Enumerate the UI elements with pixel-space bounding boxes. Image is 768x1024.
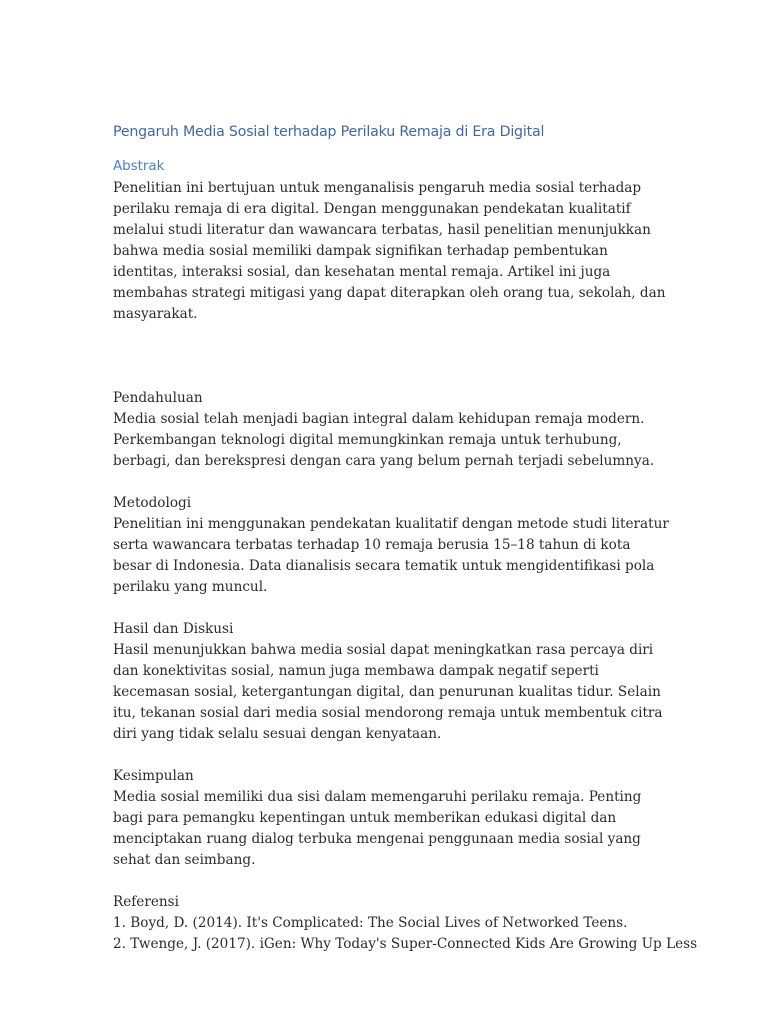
references-list (113, 913, 698, 955)
reference-item: 2. Twenge, J. (2017). iGen: Why Today's Super-Connected Kids Are Growing Up Less (113, 936, 698, 952)
section-kesimpulan (113, 766, 673, 871)
abstract-heading: Abstrak (113, 159, 165, 174)
section-hasil-dan-diskusi (113, 619, 673, 745)
section-heading: Pendahuluan (113, 390, 203, 406)
document-title: Pengaruh Media Sosial terhadap Perilaku Remaja di Era Digital (113, 124, 545, 140)
section-metodologi (113, 493, 673, 598)
section-text: Media sosial memiliki dua sisi dalam memengaruhi perilaku remaja. Penting bagi para pemangku kepentingan untuk memberikan edukasi digital dan menciptakan ruang dialog terbuka mengenai penggunaan media sosial yang sehat dan seimbang. (113, 789, 642, 868)
section-spacer (113, 325, 673, 388)
section-heading: Hasil dan Diskusi (113, 621, 234, 637)
section-heading: Metodologi (113, 495, 192, 511)
section-text: Media sosial telah menjadi bagian integral dalam kehidupan remaja modern. Perkembangan teknologi digital memungkinkan remaja untuk terhubung, berbagi, dan berekspresi dengan cara yang belum pernah terjadi sebelumnya. (113, 411, 655, 469)
references-heading: Referensi (113, 894, 179, 910)
reference-item: 1. Boyd, D. (2014). It's Complicated: The Social Lives of Networked Teens. (113, 915, 628, 931)
section-text: Penelitian ini menggunakan pendekatan kualitatif dengan metode studi literatur serta wawancara terbatas terhadap 10 remaja berusia 15–18 tahun di kota besar di Indonesia. Data dianalisis secara tematik untuk mengidentifikasi pola perilaku yang muncul. (113, 516, 669, 595)
section-text: Hasil menunjukkan bahwa media sosial dapat meningkatkan rasa percaya diri dan konektivitas sosial, namun juga membawa dampak negatif seperti kecemasan sosial, ketergantungan digital, dan penurunan kualitas tidur. Selain itu, tekanan sosial dari media sosial mendorong remaja untuk membentuk citra diri yang tidak selalu sesuai dengan kenyataan. (113, 642, 663, 742)
section-referensi (113, 892, 698, 955)
abstract-text: Penelitian ini bertujuan untuk menganalisis pengaruh media sosial terhadap perilaku remaja di era digital. Dengan menggunakan pendekatan kualitatif melalui studi literatur dan wawancara terbatas, hasil penelitian menunjukkan bahwa media sosial memiliki dampak signifikan terhadap pembentukan identitas, interaksi sosial, dan kesehatan mental remaja. Artikel ini juga membahas strategi mitigasi yang dapat diterapkan oleh orang tua, sekolah, dan masyarakat. (113, 180, 666, 322)
section-pendahuluan (113, 388, 673, 472)
document-content (113, 121, 698, 976)
section-heading: Kesimpulan (113, 768, 194, 784)
